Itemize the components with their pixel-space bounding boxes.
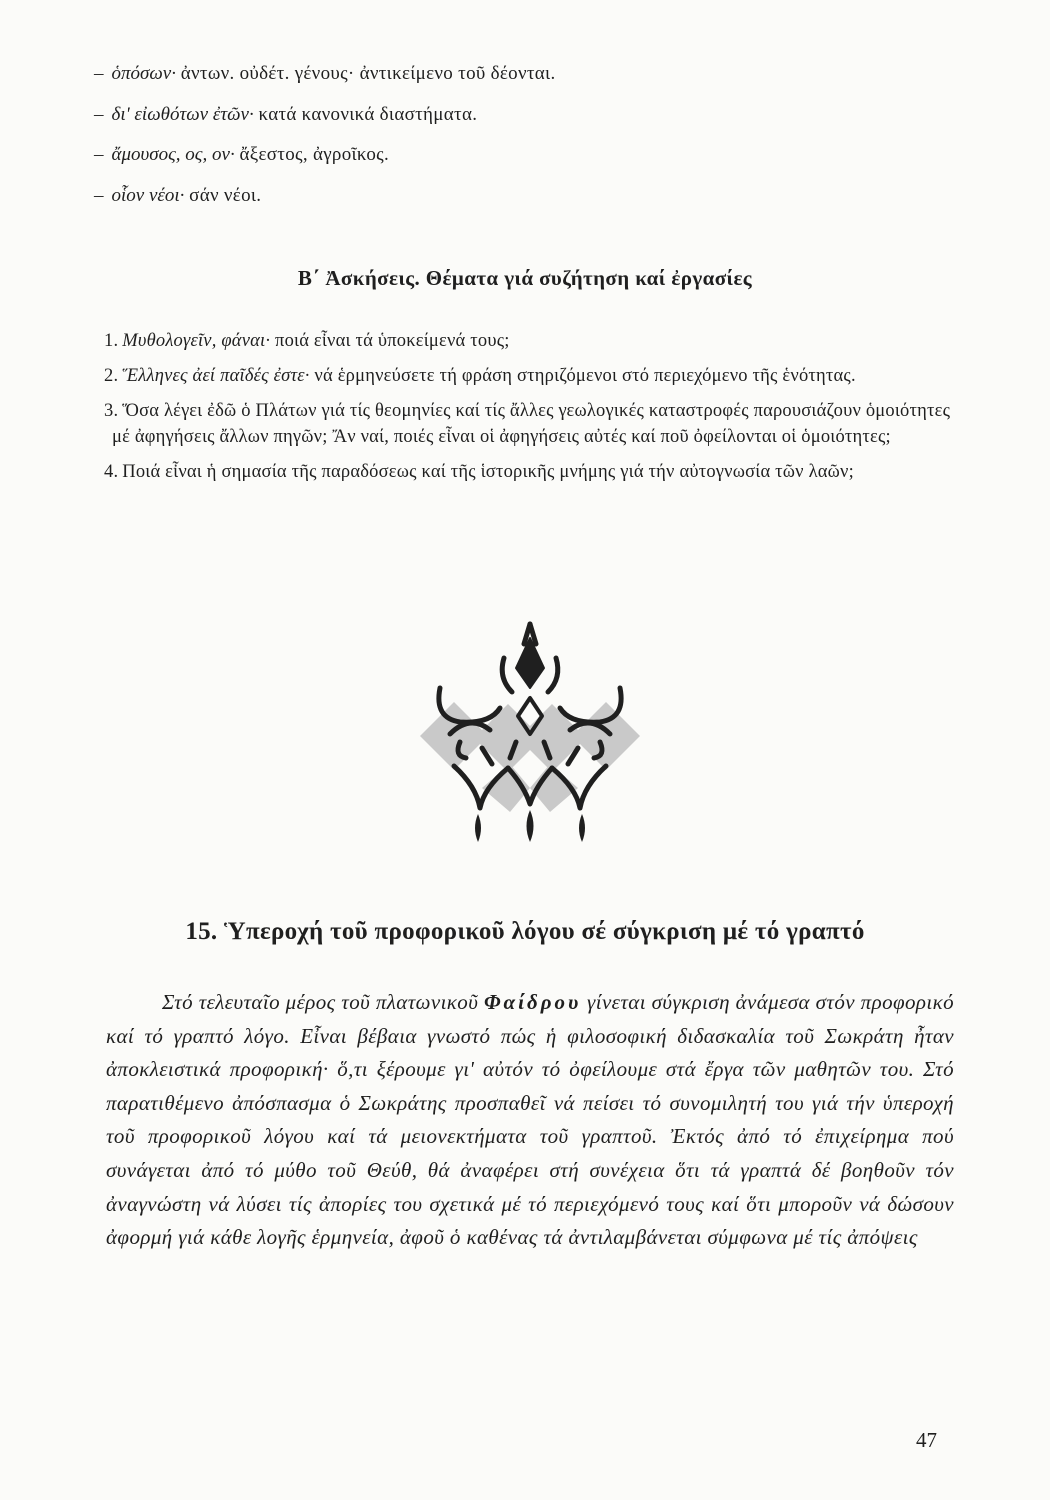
- exercise-item: [104, 363, 957, 389]
- exercise-text: Ποιά εἶναι ἡ σημασία τῆς παραδόσεως καί τῆς ἱστορικῆς μνήμης γιά τήν αὐτογνωσία τῶν λαῶν;: [122, 462, 854, 482]
- exercise-item: [104, 328, 957, 354]
- glossary-dash: –: [94, 144, 104, 165]
- glossary-definition: ἄξεστος, ἀγροῖκος.: [239, 144, 390, 165]
- glossary-item: [94, 143, 954, 167]
- glossary-term: οἷον νέοι·: [111, 184, 185, 206]
- exercise-quote: Μυθολογεῖν, φάναι·: [122, 331, 271, 351]
- exercises-list: [104, 328, 957, 494]
- glossary-dash: –: [94, 63, 104, 84]
- glossary-definition: κατά κανονικά διαστήματα.: [258, 103, 478, 125]
- exercise-number: 4.: [104, 462, 119, 482]
- exercise-number: 3.: [104, 401, 119, 421]
- page-number: 47: [916, 1428, 937, 1452]
- exercise-number: 2.: [104, 366, 119, 386]
- exercise-item: [104, 459, 957, 485]
- glossary-definition: ἀντων. οὐδέτ. γένους· ἀντικείμενο τοῦ δέονται.: [180, 63, 556, 84]
- paragraph-text-start: Στό τελευταῖο μέρος τοῦ πλατωνικοῦ: [162, 990, 484, 1014]
- exercise-number: 1.: [104, 331, 119, 351]
- glossary-term: ὁπόσων·: [111, 63, 176, 84]
- glossary-list: [94, 62, 954, 224]
- paragraph-text-rest: γίνεται σύγκριση ἀνάμεσα στόν προφορικό καί τό γραπτό λόγο. Εἶναι βέβαια γνωστό πώς ἡ φιλοσοφική διδασκαλία τοῦ Σωκράτη ἦταν ἀποκλειστικά προφορική· ὅ,τι ξέρουμε γι' αὐτόν τό ὀφείλουμε στά ἔργα τῶν μαθητῶν του. Στό παρατιθέμενο ἀπόσπασμα ὁ Σωκράτης προσπαθεῖ νά πείσει τό συνομιλητή του γιά τήν ὑπεροχή τοῦ προφορικοῦ λόγου καί τά μειονεκτήματα τοῦ γραπτοῦ. Ἐκτός ἀπό τό ἐπιχείρημα πού συνάγεται ἀπό τό μύθο τοῦ Θεύθ, θά ἀναφέρει στή συνέχεια ὅτι τά γραπτά δέ βοηθοῦν τόν ἀναγνώστη νά λύσει τίς ἀπορίες του σχετικά μέ τό περιεχόμενό τους καί ὅτι μποροῦν νά δώσουν ἀφορμή γιά κάθε λογῆς ἑρμηνεία, ἀφοῦ ὁ καθένας τά ἀντιλαμβάνεται σύμφωνα μέ τίς ἀπόψεις: [106, 990, 954, 1250]
- glossary-term: ἄμουσος, ος, ον·: [111, 144, 235, 165]
- glossary-definition: σάν νέοι.: [189, 184, 262, 206]
- glossary-item: [94, 184, 954, 208]
- exercise-quote: Ἕλληνες ἀεί παῖδές ἐστε·: [122, 366, 310, 386]
- exercise-item: [104, 398, 957, 450]
- exercise-text: ποιά εἶναι τά ὑποκείμενά τους;: [270, 331, 510, 351]
- glossary-item: [94, 103, 954, 127]
- glossary-dash: –: [94, 103, 104, 125]
- decorative-ornament-icon: [420, 618, 640, 848]
- work-title-phaedrus: Φαίδρου: [483, 990, 582, 1014]
- chapter-paragraph: [106, 986, 954, 1255]
- exercise-text: νά ἑρμηνεύσετε τή φράση στηριζόμενοι στό περιεχόμενο τῆς ἑνότητας.: [309, 366, 856, 386]
- chapter-heading: 15. Ὑπεροχή τοῦ προφορικοῦ λόγου σέ σύγκριση μέ τό γραπτό: [185, 918, 865, 945]
- exercise-text: Ὅσα λέγει ἐδῶ ὁ Πλάτων γιά τίς θεομηνίες καί τίς ἄλλες γεωλογικές καταστροφές παρουσιάζουν ὁμοιότητες μέ ἀφηγήσεις ἄλλων πηγῶν; Ἄν ναί, ποιές εἶναι οἱ ἀφηγήσεις αὐτές καί ποῦ ὀφείλονται οἱ ὁμοιότητες;: [112, 401, 951, 447]
- exercises-heading: Β΄ Ἀσκήσεις. Θέματα γιά συζήτηση καί ἐργασίες: [297, 266, 753, 290]
- glossary-dash: –: [94, 184, 104, 206]
- glossary-term: δι' εἰωθότων ἐτῶν·: [111, 103, 254, 125]
- glossary-item: [94, 62, 954, 86]
